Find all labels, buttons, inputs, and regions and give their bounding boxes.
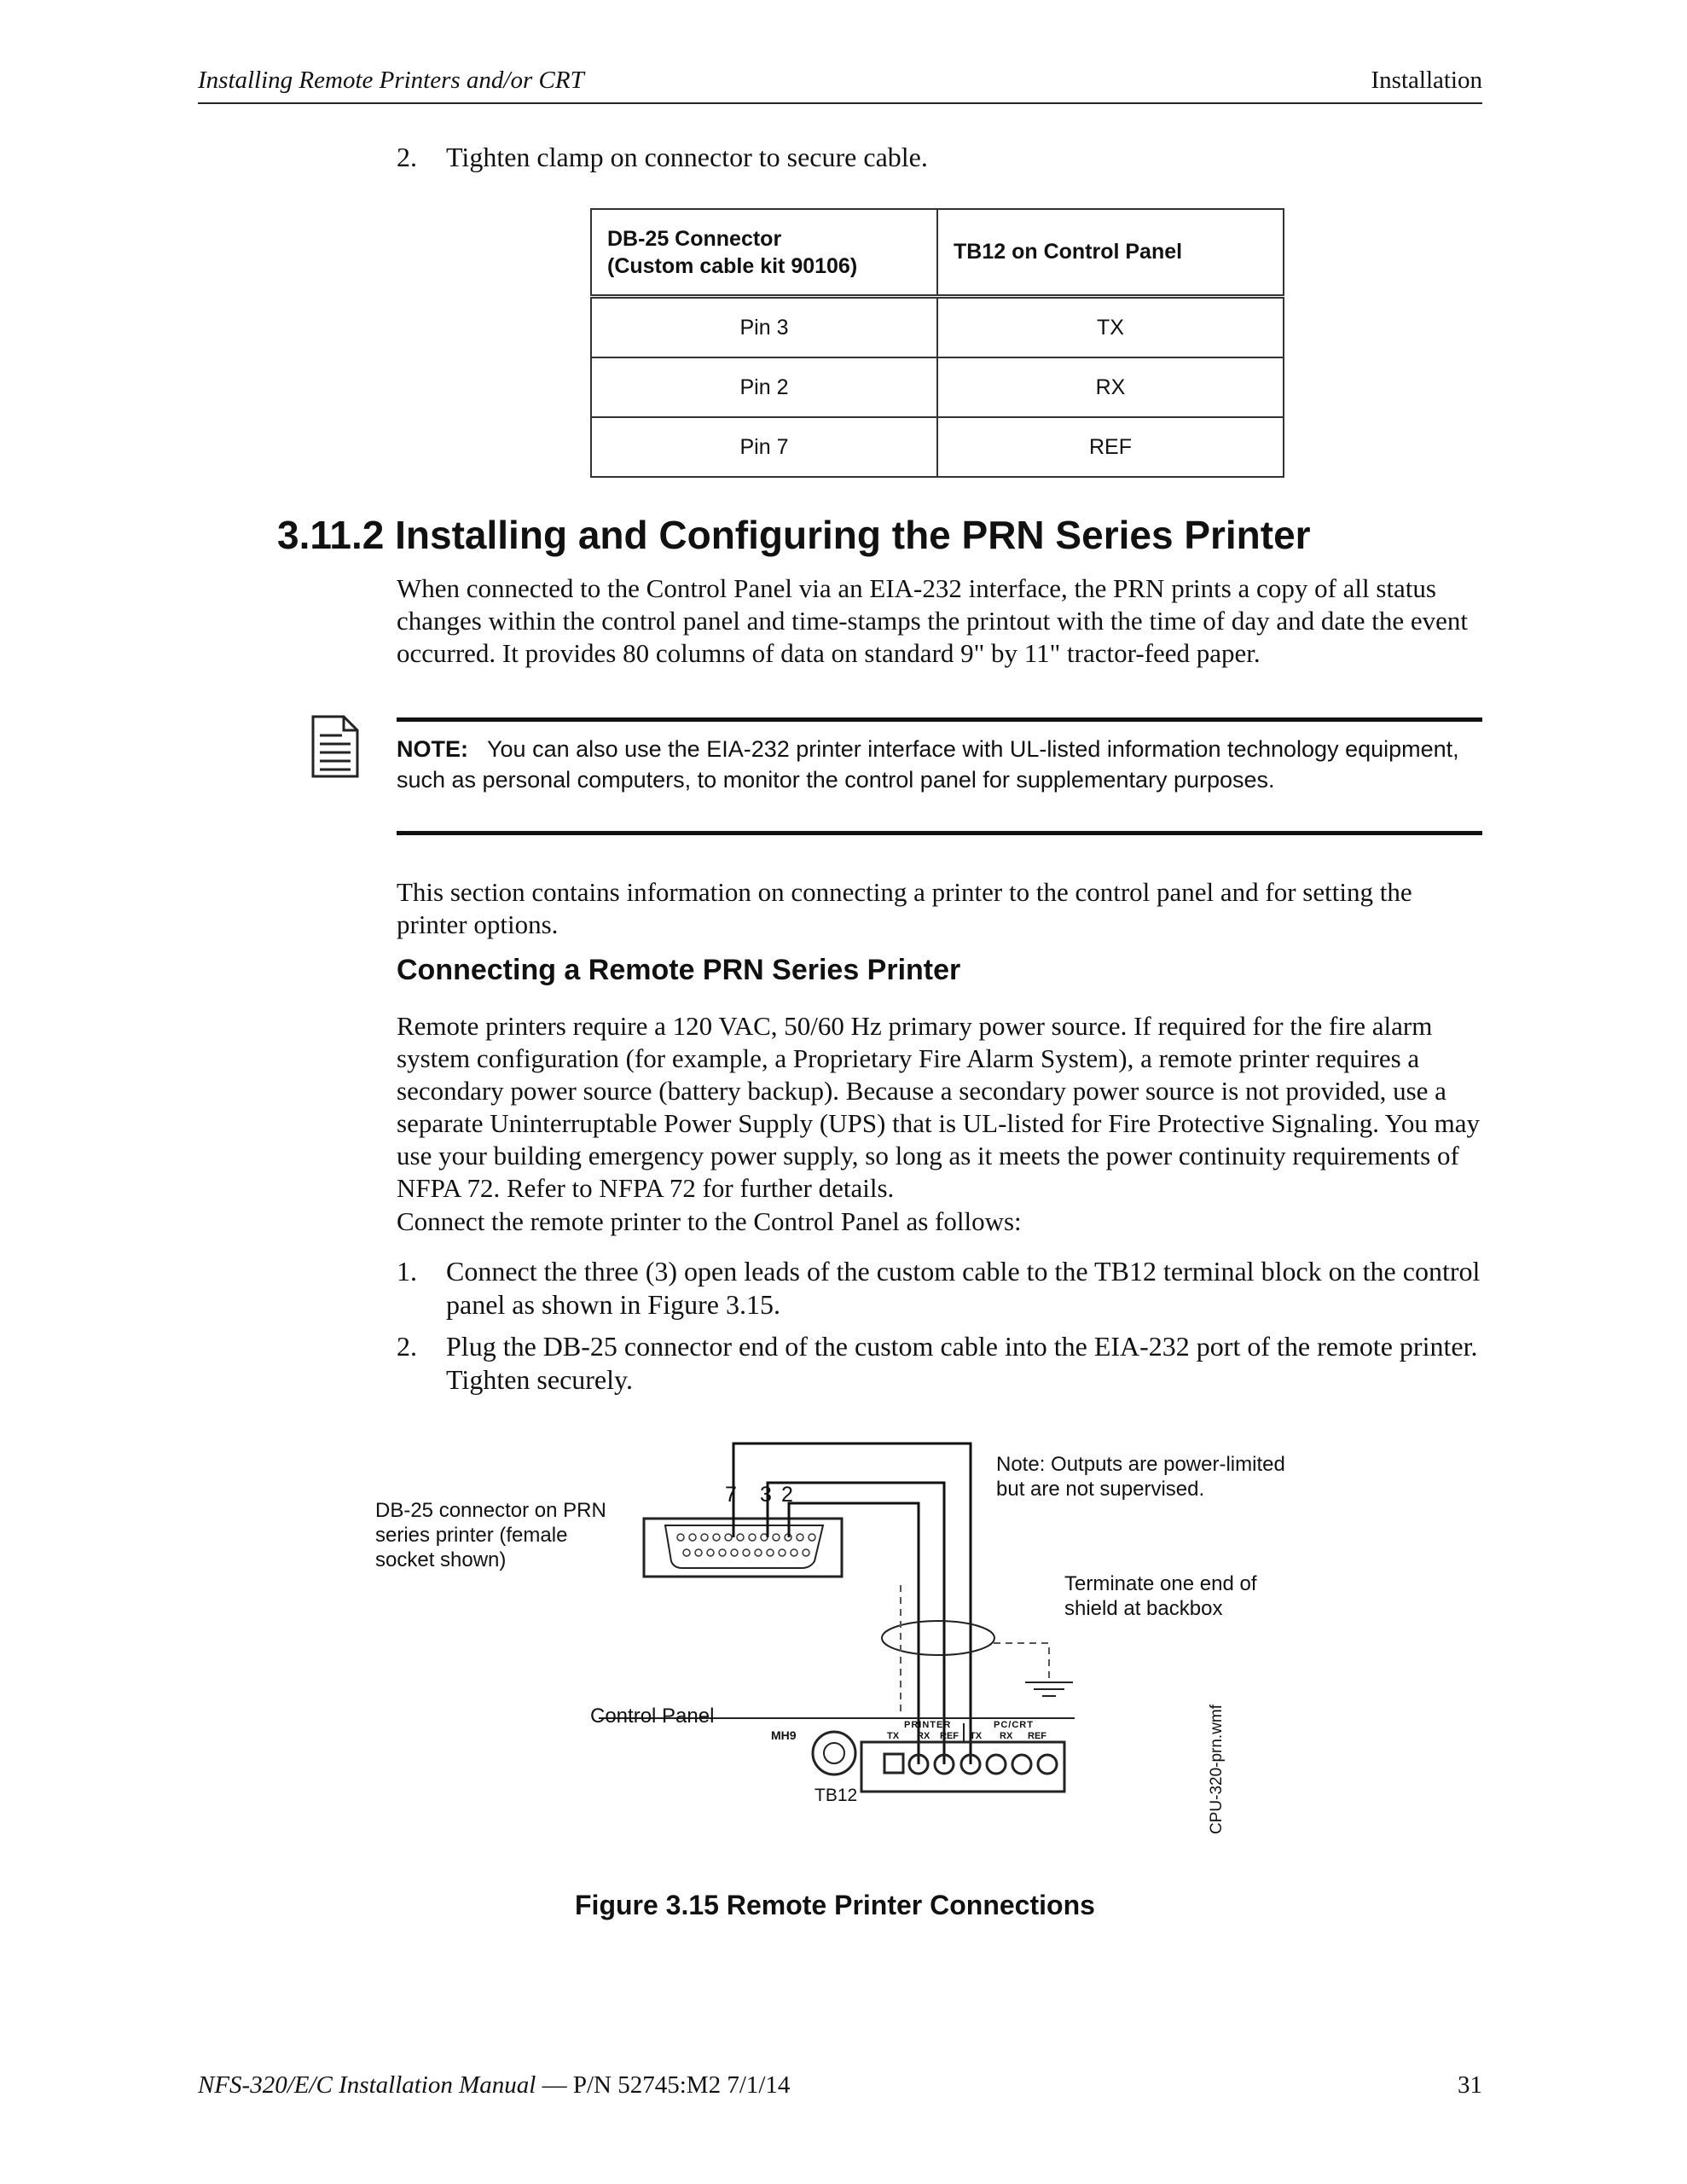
connect-step-1 <box>397 1255 1488 1323</box>
step-tighten <box>397 141 1488 175</box>
cell-db25-pin: Pin 3 <box>591 297 937 358</box>
mh9-label: MH9 <box>771 1728 797 1742</box>
note-text: You can also use the EIA-232 printer interface with UL-listed information technology equipment, such as personal computers, to monitor the control panel for supplementary purposes. <box>397 736 1459 793</box>
outputs-note <box>996 1452 1285 1502</box>
note-box <box>397 734 1463 795</box>
step-number: 1. <box>397 1256 417 1287</box>
figure-caption: Figure 3.15 Remote Printer Connections <box>575 1890 1095 1920</box>
intro-paragraph: When connected to the Control Panel via an EIA-232 interface, the PRN prints a copy of all status changes within the control panel and time-stamps the printout with the time of day and date the event occurred. It provides 80 columns of data on standard 9" by 11" tractor-feed paper. <box>397 573 1469 668</box>
subsection-heading: Connecting a Remote PRN Series Printer <box>397 954 961 986</box>
pccrt-group-label: PC/CRT <box>994 1720 1034 1730</box>
db25-label <box>375 1498 606 1572</box>
printer-ref-label: REF <box>940 1731 959 1741</box>
step-number: 2. <box>397 142 417 172</box>
remote-printer-diagram <box>367 1433 1348 1860</box>
printer-tx-label: TX <box>887 1731 900 1741</box>
mh9-mounting-hole <box>813 1732 855 1774</box>
col-tb12-header: TB12 on Control Panel <box>937 209 1284 297</box>
note-label: NOTE: <box>397 736 468 762</box>
col-db25-header-line2: (Custom cable kit 90106) <box>607 253 858 278</box>
ground-icon <box>1025 1682 1073 1696</box>
cell-db25-pin: Pin 2 <box>591 357 937 417</box>
db25-shell <box>665 1525 823 1568</box>
table-row <box>591 297 1284 358</box>
db25-pin-holes <box>677 1534 815 1556</box>
connect-step-2 <box>397 1330 1488 1398</box>
pccrt-rx-label: RX <box>1000 1731 1013 1741</box>
running-header-right: Installation <box>1371 67 1482 94</box>
terminal-ref-pccrt <box>1012 1755 1031 1774</box>
step-text: Tighten clamp on connector to secure cable. <box>446 142 928 172</box>
pccrt-ref-label: REF <box>1028 1731 1046 1741</box>
footer-left <box>198 2071 790 2100</box>
footer-part-number: — P/N 52745:M2 7/1/14 <box>536 2071 791 2099</box>
wire-pin2-tx <box>789 1503 919 1764</box>
header-rule <box>198 102 1482 104</box>
shield-note <box>1064 1571 1256 1621</box>
table-header-row <box>591 209 1284 297</box>
footer-manual-title: NFS-320/E/C Installation Manual <box>198 2071 536 2099</box>
tb12-terminal-block <box>861 1742 1064 1792</box>
control-panel-label: Control Panel <box>590 1705 715 1728</box>
step-text: Connect the three (3) open leads of the custom cable to the TB12 terminal block on the control panel as shown in Figure 3.15. <box>446 1256 1481 1320</box>
section-heading: 3.11.2 Installing and Configuring the PRN Series Printer <box>277 513 1311 557</box>
pccrt-tx-label: TX <box>970 1731 983 1741</box>
info-paragraph: This section contains information on connecting a printer to the control panel and for setting the printer options. <box>397 877 1412 939</box>
db25-label-line2: series printer (female <box>375 1524 568 1547</box>
power-paragraph: Remote printers require a 120 VAC, 50/60 Hz primary power source. If required for the fire alarm system configuration (for example, a Proprietary Fire Alarm System), a remote printer requires a secondary power source (battery backup). Because a secondary power source is not provided, use a separate Uninterruptable Power Supply (UPS) that is UL-listed for Fire Protective Signaling. You may use your building emergency power supply, so long as it meets the power continuity requirements of NFPA 72. Refer to NFPA 72 for further details. <box>397 1011 1480 1203</box>
cable-shield <box>882 1621 994 1655</box>
printer-rx-label: RX <box>917 1731 930 1741</box>
page-number: 31 <box>1458 2071 1482 2099</box>
running-header-left: Installing Remote Printers and/or CRT <box>198 67 584 94</box>
db25-label-line3: socket shown) <box>375 1548 507 1571</box>
step-number: 2. <box>397 1331 417 1362</box>
db25-label-line1: DB-25 connector on PRN <box>375 1499 606 1522</box>
shield-drain <box>994 1643 1049 1682</box>
pin-mapping-table <box>590 208 1284 478</box>
pin-3-label: 3 <box>760 1483 772 1507</box>
note-icon <box>311 715 359 778</box>
outputs-note-line2: but are not supervised. <box>996 1478 1205 1501</box>
cell-tb12-signal: TX <box>937 297 1284 358</box>
note-top-rule <box>397 717 1482 722</box>
terminal-rx-pccrt <box>987 1755 1006 1774</box>
step-text: Plug the DB-25 connector end of the custom cable into the EIA-232 port of the remote printer. Tighten securely. <box>446 1331 1478 1395</box>
figure-file-id: CPU-320-prn.wmf <box>1208 1704 1226 1834</box>
tb12-label: TB12 <box>815 1786 858 1805</box>
shield-note-line2: shield at backbox <box>1064 1597 1223 1620</box>
printer-group-label: PRINTER <box>904 1720 952 1730</box>
pin-7-label: 7 <box>725 1483 737 1507</box>
col-db25-header <box>591 209 937 297</box>
table-row <box>591 417 1284 477</box>
cell-db25-pin: Pin 7 <box>591 417 937 477</box>
connect-intro: Connect the remote printer to the Control Panel as follows: <box>397 1206 1022 1236</box>
outputs-note-line1: Note: Outputs are power-limited <box>996 1453 1285 1476</box>
shield-note-line1: Terminate one end of <box>1064 1572 1257 1595</box>
cell-tb12-signal: RX <box>937 357 1284 417</box>
pin-2-label: 2 <box>781 1483 793 1507</box>
col-db25-header-line1: DB-25 Connector <box>607 226 782 251</box>
table-row <box>591 357 1284 417</box>
note-bottom-rule <box>397 831 1482 835</box>
terminal-tx-printer <box>884 1754 903 1773</box>
terminal-extra <box>1038 1755 1057 1774</box>
cell-tb12-signal: REF <box>937 417 1284 477</box>
